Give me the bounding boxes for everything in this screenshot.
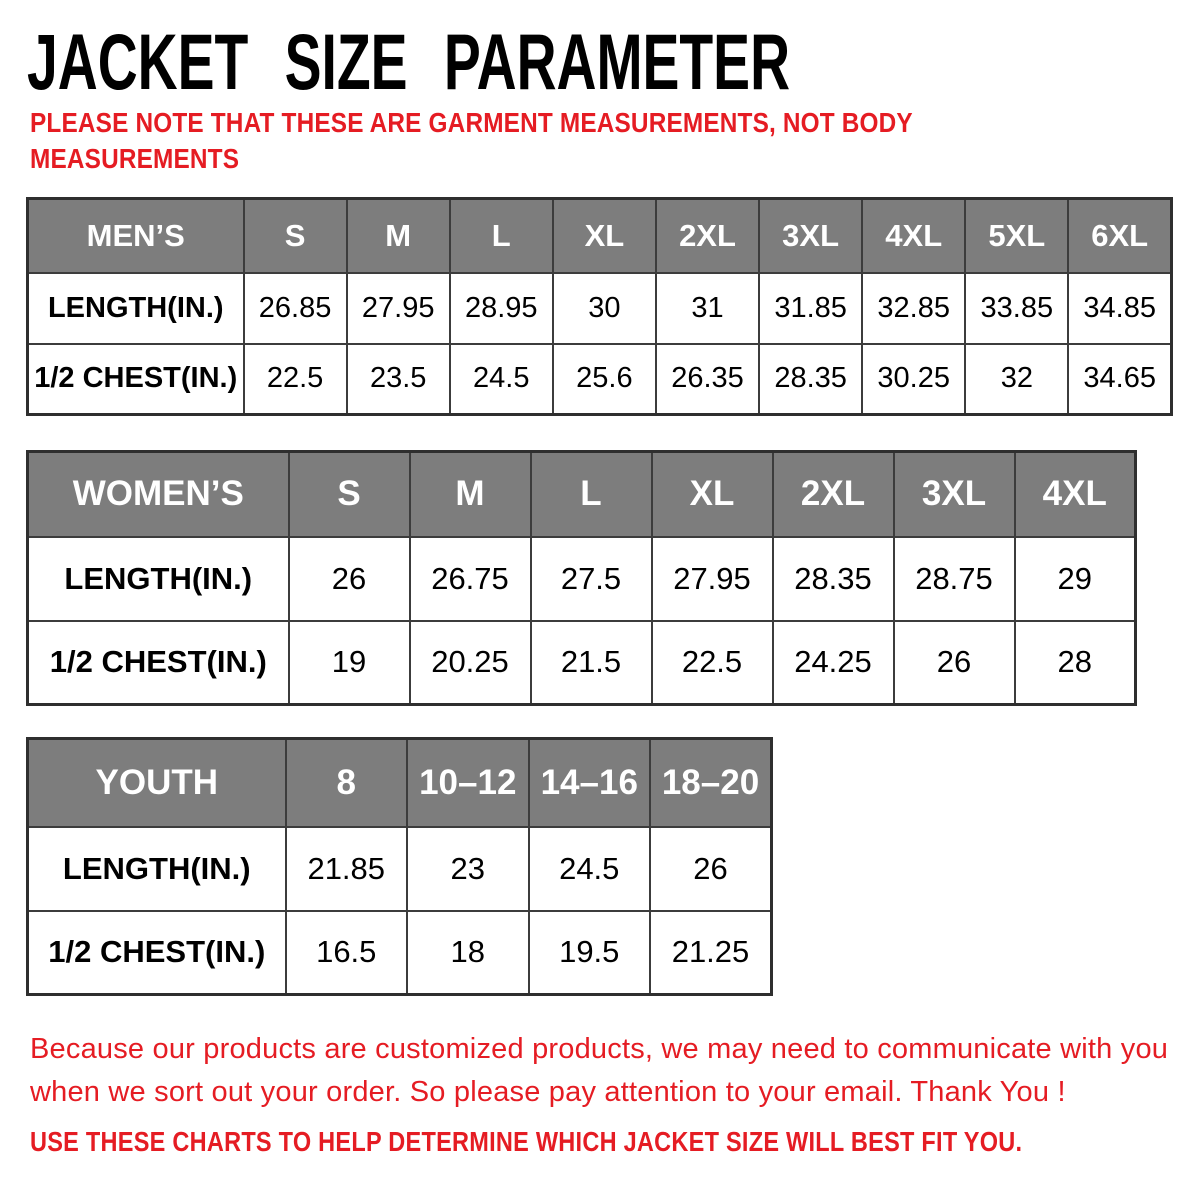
mens-table-title-cell: MEN’S <box>28 199 244 273</box>
measurement-value-cell: 28.35 <box>759 344 862 415</box>
measurement-value-cell: 21.5 <box>531 621 652 705</box>
measurement-value-cell: 28.75 <box>894 537 1015 621</box>
measurement-label-cell: 1/2 CHEST(IN.) <box>28 911 286 995</box>
measurement-label-cell: 1/2 CHEST(IN.) <box>28 344 244 415</box>
measurement-value-cell: 19 <box>289 621 410 705</box>
youth-size-header-cell: 10–12 <box>407 739 529 827</box>
youth-measurement-row <box>28 827 772 911</box>
womens-size-header-cell: 3XL <box>894 452 1015 537</box>
measurement-value-cell: 21.25 <box>650 911 772 995</box>
mens-measurement-row <box>28 344 1172 415</box>
fit-advice-line: USE THESE CHARTS TO HELP DETERMINE WHICH JACKET SIZE WILL BEST FIT YOU. <box>30 1126 1023 1157</box>
mens-size-header-cell: 5XL <box>965 199 1068 273</box>
mens-size-header-cell: S <box>244 199 347 273</box>
mens-size-header-cell: 2XL <box>656 199 759 273</box>
measurement-value-cell: 32.85 <box>862 273 965 344</box>
measurement-value-cell: 27.5 <box>531 537 652 621</box>
measurement-value-cell: 30.25 <box>862 344 965 415</box>
page-title: JACKET SIZE PARAMETER <box>27 17 791 106</box>
mens-size-header-cell: 3XL <box>759 199 862 273</box>
measurement-value-cell: 26 <box>650 827 772 911</box>
measurement-value-cell: 19.5 <box>529 911 651 995</box>
measurement-value-cell: 23 <box>407 827 529 911</box>
measurement-value-cell: 32 <box>965 344 1068 415</box>
womens-size-header-cell: 2XL <box>773 452 894 537</box>
measurement-value-cell: 25.6 <box>553 344 656 415</box>
customization-notice: Because our products are customized products, we may need to communicate with you when we sort out your order. So please pay attention to your email. Thank You ! <box>30 1033 1169 1108</box>
measurement-value-cell: 27.95 <box>652 537 773 621</box>
mens-size-header-cell: XL <box>553 199 656 273</box>
mens-size-header-cell: 6XL <box>1068 199 1171 273</box>
measurement-label-cell: LENGTH(IN.) <box>28 827 286 911</box>
measurement-value-cell: 23.5 <box>347 344 450 415</box>
measurement-label-cell: 1/2 CHEST(IN.) <box>28 621 289 705</box>
measurement-value-cell: 24.5 <box>529 827 651 911</box>
measurement-value-cell: 20.25 <box>410 621 531 705</box>
mens-measurement-row <box>28 273 1172 344</box>
measurement-label-cell: LENGTH(IN.) <box>28 273 244 344</box>
youth-size-table <box>26 737 773 994</box>
measurement-value-cell: 34.65 <box>1068 344 1171 415</box>
mens-size-header-cell: M <box>347 199 450 273</box>
womens-measurement-row <box>28 537 1136 621</box>
measurement-value-cell: 28.95 <box>450 273 553 344</box>
youth-table <box>26 737 773 996</box>
measurement-value-cell: 34.85 <box>1068 273 1171 344</box>
mens-table <box>26 197 1173 416</box>
youth-measurement-row <box>28 911 772 995</box>
mens-size-table <box>26 197 1173 413</box>
measurement-value-cell: 21.85 <box>286 827 408 911</box>
womens-size-header-cell: L <box>531 452 652 537</box>
measurement-value-cell: 22.5 <box>244 344 347 415</box>
youth-table-title-cell: YOUTH <box>28 739 286 827</box>
measurement-value-cell: 26.75 <box>410 537 531 621</box>
youth-header-row <box>28 739 772 827</box>
womens-size-header-cell: XL <box>652 452 773 537</box>
measurement-value-cell: 27.95 <box>347 273 450 344</box>
womens-header-row <box>28 452 1136 537</box>
measurement-value-cell: 26 <box>894 621 1015 705</box>
measurement-value-cell: 33.85 <box>965 273 1068 344</box>
womens-size-table <box>26 450 1137 703</box>
mens-size-header-cell: 4XL <box>862 199 965 273</box>
measurement-value-cell: 22.5 <box>652 621 773 705</box>
mens-header-row <box>28 199 1172 273</box>
womens-size-header-cell: 4XL <box>1015 452 1136 537</box>
measurement-value-cell: 28 <box>1015 621 1136 705</box>
measurement-value-cell: 24.5 <box>450 344 553 415</box>
measurement-value-cell: 26.35 <box>656 344 759 415</box>
mens-size-header-cell: L <box>450 199 553 273</box>
measurement-value-cell: 24.25 <box>773 621 894 705</box>
womens-table-title-cell: WOMEN’S <box>28 452 289 537</box>
garment-measurement-note: PLEASE NOTE THAT THESE ARE GARMENT MEASUREMENTS, NOT BODY MEASUREMENTS <box>30 107 913 174</box>
womens-size-header-cell: M <box>410 452 531 537</box>
measurement-value-cell: 26 <box>289 537 410 621</box>
womens-measurement-row <box>28 621 1136 705</box>
youth-size-header-cell: 18–20 <box>650 739 772 827</box>
youth-size-header-cell: 14–16 <box>529 739 651 827</box>
measurement-value-cell: 31 <box>656 273 759 344</box>
measurement-value-cell: 31.85 <box>759 273 862 344</box>
womens-table <box>26 450 1137 706</box>
measurement-value-cell: 26.85 <box>244 273 347 344</box>
womens-size-header-cell: S <box>289 452 410 537</box>
measurement-value-cell: 16.5 <box>286 911 408 995</box>
measurement-value-cell: 28.35 <box>773 537 894 621</box>
youth-size-header-cell: 8 <box>286 739 408 827</box>
measurement-value-cell: 30 <box>553 273 656 344</box>
measurement-value-cell: 29 <box>1015 537 1136 621</box>
measurement-value-cell: 18 <box>407 911 529 995</box>
measurement-label-cell: LENGTH(IN.) <box>28 537 289 621</box>
